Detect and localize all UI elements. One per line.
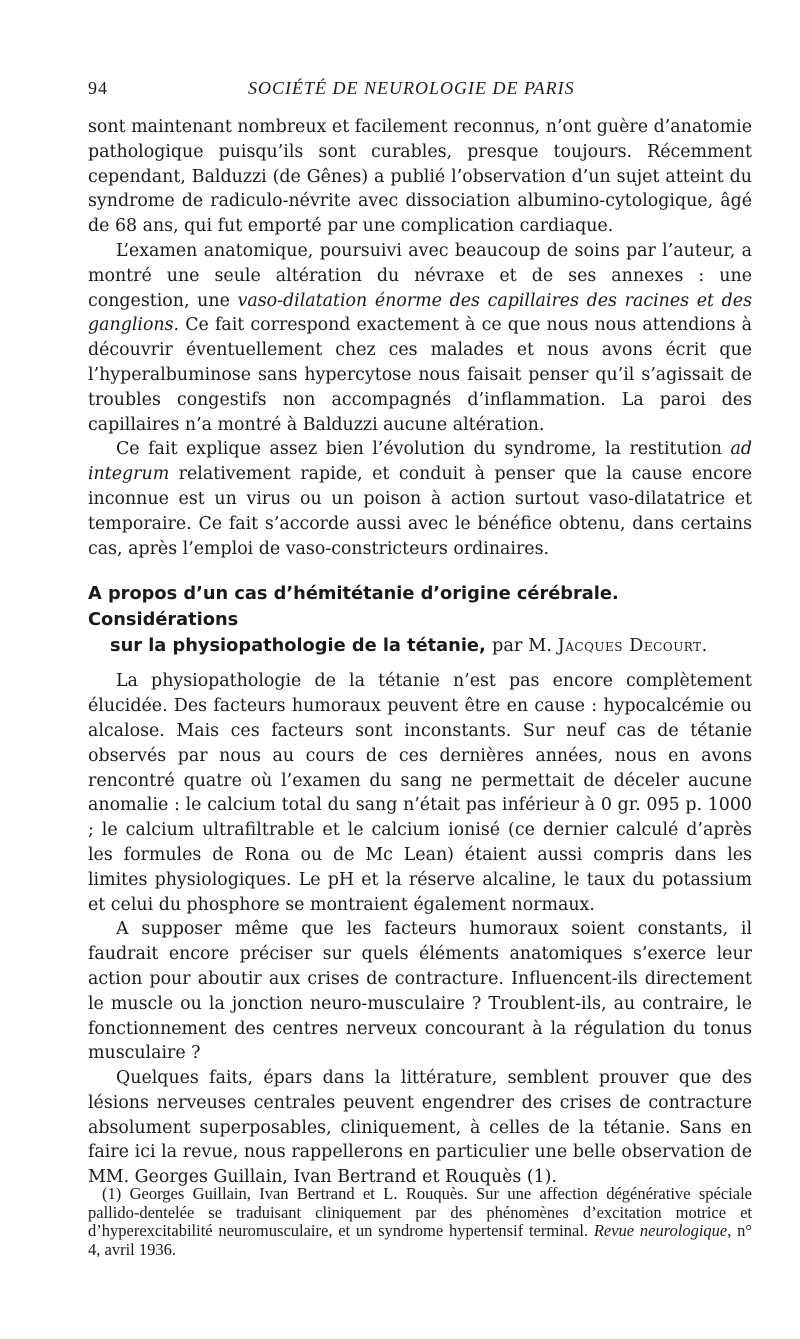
byline: [492, 635, 708, 656]
text-run: Ce fait correspond exactement à ce que nous nous attendions à découvrir éventuellement chez ces malades et nous avons écrit que l’hyperalbuminose sans hypercytose nous faisait penser qu’il s’agissait de troubles congestifs non accompagnés d’inflammation. La paroi des capillaires n’a montré à Balduzzi aucune altération.: [88, 315, 752, 435]
paragraph: [88, 239, 752, 437]
footnote: [88, 1185, 752, 1259]
text-run: L’examen anatomique, poursuivi avec beaucoup de soins par l’auteur, a montré une seule altération du névraxe et de ses annexes : une congestion, une: [88, 240, 752, 311]
italic-text: ad integrum: [88, 439, 752, 485]
text-run: Georges Guillain, Ivan Bertrand et L. Rouquès. Sur une affection dégénérative spéciale pallido-dentelée se traduisant cliniquement par des phénomènes d’excitation motrice et d’hyperexcitabilité neuromusculaire, et un syndrome hypertensif terminal.: [88, 1184, 752, 1240]
paragraph: [88, 437, 752, 561]
title-line-2: [88, 633, 752, 659]
running-title: SOCIÉTÉ DE NEUROLOGIE DE PARIS: [248, 78, 575, 98]
text-run: Ce fait explique assez bien l’évolution du syndrome, la restitution: [116, 439, 731, 460]
italic-text: vaso-dilatation énorme des capillaires des racines et des ganglions.: [88, 290, 752, 336]
author-name: Jacques Decourt.: [557, 635, 708, 657]
footnote-text: [88, 1185, 752, 1259]
paragraph-continued: sont maintenant nombreux et facilement reconnus, n’ont guère d’anatomie pathologique puisqu’ils sont curables, presque toujours. Récemment cependant, Balduzzi (de Gênes) a publié l’observation d’un sujet atteint du syndrome de radiculo-névrite avec dissociation albumino-cytologique, âgé de 68 ans, qui fut emporté par une complication cardiaque.: [88, 117, 752, 237]
title-line-1: A propos d’un cas d’hémitétanie d’origine cérébrale. Considérations: [88, 583, 619, 631]
text-run: , n° 4, avril 1936.: [88, 1221, 752, 1259]
paragraph: A supposer même que les facteurs humoraux soient constants, il faudrait encore préciser sur quels éléments anatomiques s’exerce leur action pour aboutir aux crises de contracture. Influencent-ils directement le muscle ou la jonction neuro-musculaire ? Troublent-ils, au contraire, le fonctionnement des centres nerveux concourant à la régulation du tonus musculaire ?: [88, 919, 752, 1064]
page-number: 94: [88, 78, 108, 98]
byline-par: par M.: [491, 635, 552, 657]
title-line-2-text: sur la physiopathologie de la tétanie,: [110, 635, 486, 657]
article-title: [88, 581, 752, 659]
journal-name: Revue neurologique: [593, 1221, 728, 1240]
main-text: [88, 115, 752, 1190]
text-run: relativement rapide, et conduit à penser que la cause encore inconnue est un virus ou un poison à action surtout vaso-dilatatrice et temporaire. Ce fait s’accorde aussi avec le bénéfice obtenu, dans certains cas, après l’emploi de vaso-constricteurs ordinaires.: [88, 464, 752, 559]
paragraph: Quelques faits, épars dans la littérature, semblent prouver que des lésions nerveuses centrales peuvent engendrer des crises de contracture absolument superposables, cliniquement, à celles de la tétanie. Sans en faire ici la revue, nous rappellerons en particulier une belle observation de MM. Georges Guillain, Ivan Bertrand et Rouquès (1).: [88, 1068, 752, 1188]
footnote-marker: (1): [102, 1184, 122, 1203]
paragraph: La physiopathologie de la tétanie n’est pas encore complètement élucidée. Des facteurs humoraux peuvent être en cause : hypocalcémie ou alcalose. Mais ces facteurs sont inconstants. Sur neuf cas de tétanie observés par nous au cours de ces dernières années, nous en avons rencontré quatre où l’examen du sang ne permettait de déceler aucune anomalie : le calcium total du sang n’était pas inférieur à 0 gr. 095 p. 1000 ; le calcium ultrafiltrable et le calcium ionisé (ce dernier calculé d’après les formules de Rona ou de Mc Lean) étaient aussi compris dans les limites physiologiques. Le pH et la réserve alcaline, le taux du potassium et celui du phosphore se montraient également normaux.: [88, 671, 752, 915]
page-header: [88, 78, 752, 102]
